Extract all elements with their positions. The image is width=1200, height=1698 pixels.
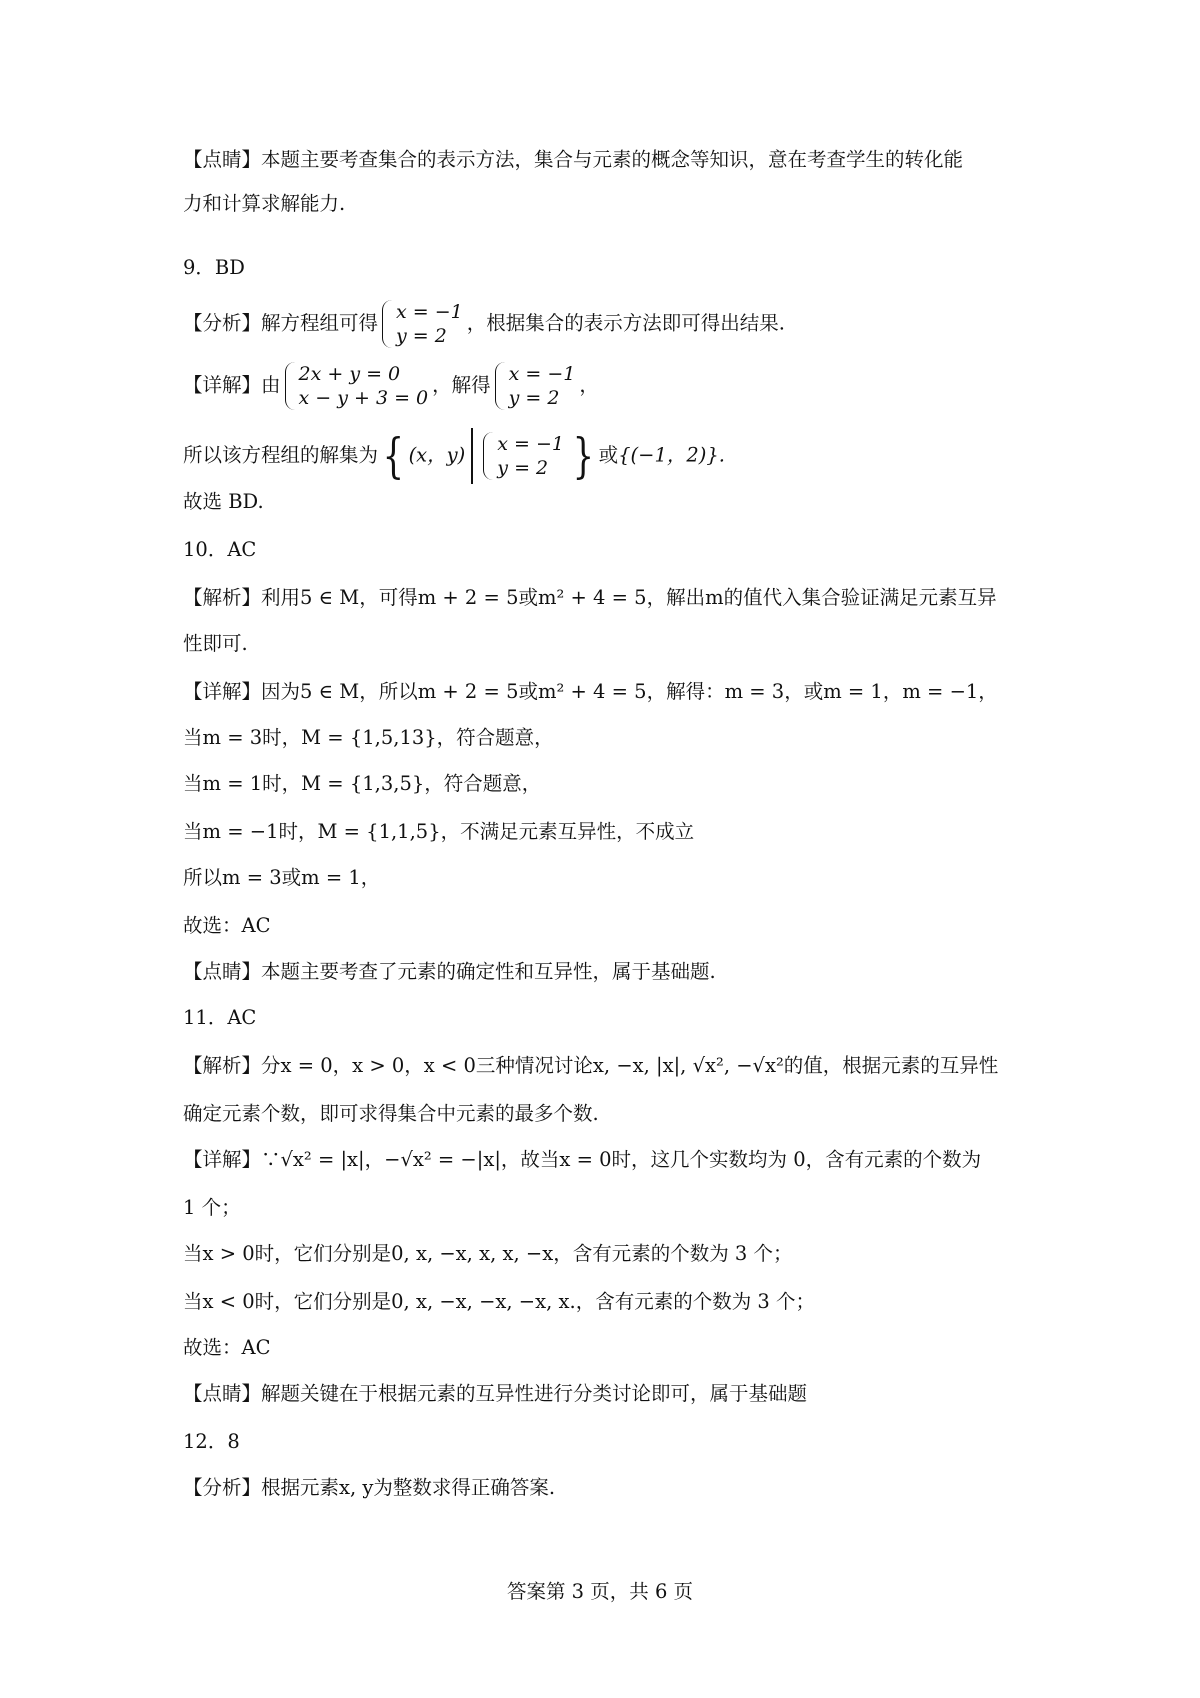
left-brace: { [382,428,404,484]
text-line: 【点睛】解题关键在于根据元素的互异性进行分类讨论即可，属于基础题 [183,1382,808,1405]
solution-set-line [183,428,1043,484]
text-line: 【详解】∵√x² = |x|，−√x² = −|x|，故当x = 0时，这几个实数均为 0，含有元素的个数为 [183,1148,982,1171]
equation: y = 2 [508,387,560,409]
text-segment: 【详解】由 [183,373,281,397]
text-segment: 【分析】解方程组可得 [183,311,379,335]
text-segment: ，解得 [432,373,491,397]
text-segment: 所以该方程组的解集为 [183,443,379,467]
text-line: 所以m = 3或m = 1， [183,866,381,889]
text-line: 【解析】利用5 ∈ M，可得m + 2 = 5或m² + 4 = 5，解出m的值代入集合验证满足元素互异 [183,586,997,609]
equation: x = −1 [396,301,463,323]
text-line: 1 个； [183,1196,241,1219]
text-line: 当x < 0时，它们分别是0, x, −x, −x, −x, x.，含有元素的个数为 3 个； [183,1290,816,1313]
equation-system [382,300,463,348]
ordered-pair: (x，y) [408,443,466,467]
text-line: 故选 BD. [183,490,264,513]
equation: y = 2 [396,325,447,347]
text-line: 【点睛】本题主要考查集合的表示方法，集合与元素的概念等知识，意在考查学生的转化能 [183,148,964,171]
equation: y = 2 [497,457,549,479]
text-line: 当m = 3时，M = {1,5,13}，符合题意， [183,726,554,749]
text-line: 当m = 1时，M = {1,3,5}，符合题意， [183,772,542,795]
text-line: 当x > 0时，它们分别是0, x, −x, x, x, −x，含有元素的个数为 3 个； [183,1242,793,1265]
text-segment: ， [579,373,599,397]
equation-system [495,362,576,410]
text-segment: ，根据集合的表示方法即可得出结果. [466,311,785,335]
detail-line [183,362,1043,410]
text-line: 故选：AC [183,1336,271,1359]
text-line: 【解析】分x = 0，x > 0，x < 0三种情况讨论x, −x, |x|, √x², −√x²的值，根据元素的互异性 [183,1054,999,1077]
text-line: 【点睛】本题主要考查了元素的确定性和互异性，属于基础题. [183,960,716,983]
text-line: 【详解】因为5 ∈ M，所以m + 2 = 5或m² + 4 = 5，解得：m = 3，或m = 1，m = −1， [183,680,998,703]
question-number: 12．8 [183,1430,240,1453]
solution-set: {(−1，2)}. [618,443,725,467]
text-line: 【分析】根据元素x, y为整数求得正确答案. [183,1476,556,1499]
right-brace: } [572,428,594,484]
text-segment: 或 [598,443,619,467]
equation: x = −1 [508,363,576,385]
analysis-line [183,300,1043,348]
text-line: 性即可. [183,632,248,655]
text-line: 当m = −1时，M = {1,1,5}，不满足元素互异性，不成立 [183,820,695,843]
question-number: 9．BD [183,256,245,279]
equation-system [285,362,429,410]
question-number: 11．AC [183,1006,257,1029]
text-line: 故选：AC [183,914,271,937]
page-footer: 答案第 3 页，共 6 页 [506,1580,694,1603]
text-line: 力和计算求解能力. [183,192,346,215]
text-line: 确定元素个数，即可求得集合中元素的最多个数. [183,1102,599,1125]
equation: x − y + 3 = 0 [298,387,429,409]
equation-system [483,432,564,480]
question-number: 10．AC [183,538,257,561]
set-builder-bar [471,428,473,484]
equation: x = −1 [497,433,565,455]
equation: 2x + y = 0 [298,363,401,385]
